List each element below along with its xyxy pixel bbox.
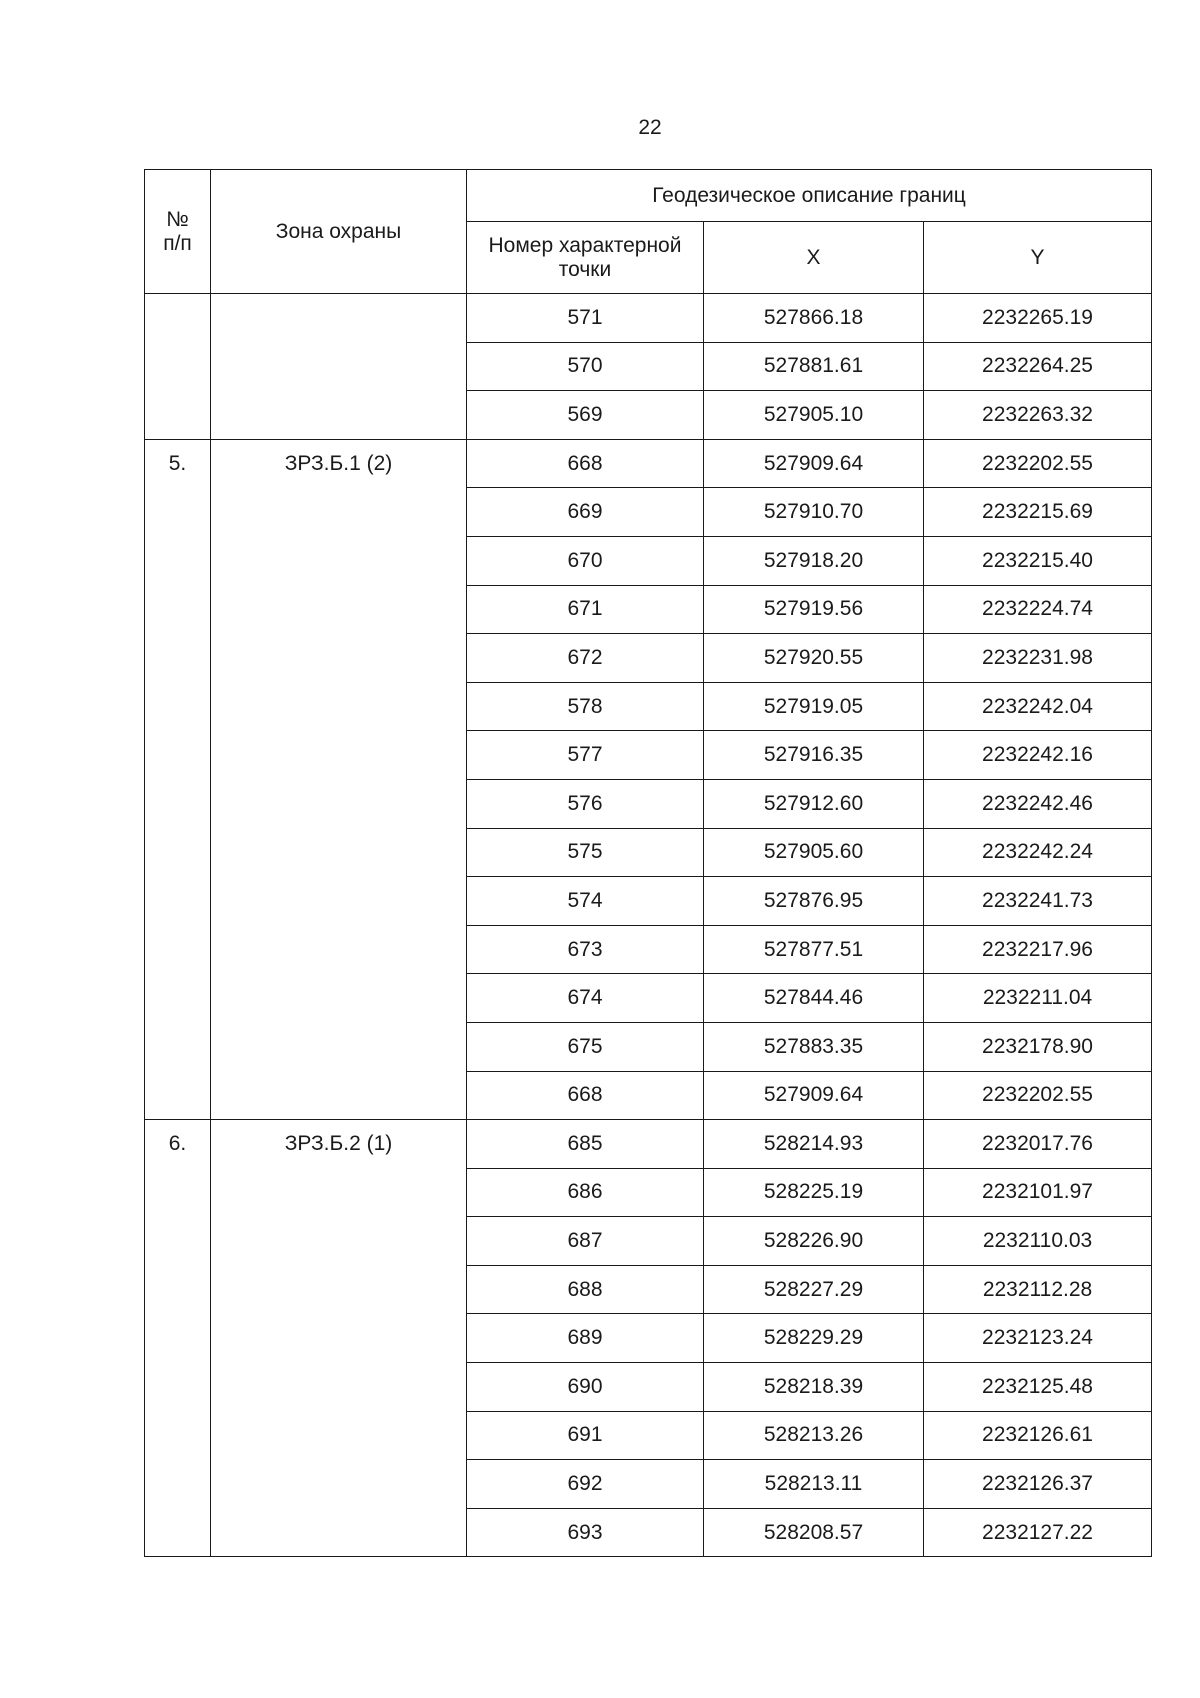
cell-x: 527910.70 (704, 488, 924, 537)
cell-x: 527877.51 (704, 925, 924, 974)
cell-x: 527876.95 (704, 877, 924, 926)
cell-x: 527844.46 (704, 974, 924, 1023)
table-row (145, 439, 1152, 488)
cell-x: 528226.90 (704, 1217, 924, 1266)
cell-point-number: 569 (467, 391, 704, 440)
row-group-zone: ЗРЗ.Б.2 (1) (211, 1120, 467, 1557)
cell-x: 528218.39 (704, 1363, 924, 1412)
cell-x: 528213.26 (704, 1411, 924, 1460)
cell-point-number: 576 (467, 779, 704, 828)
cell-y: 2232017.76 (924, 1120, 1152, 1169)
table-row (145, 294, 1152, 343)
cell-y: 2232126.37 (924, 1460, 1152, 1509)
cell-y: 2232112.28 (924, 1265, 1152, 1314)
table-row (145, 1120, 1152, 1169)
cell-x: 528208.57 (704, 1508, 924, 1557)
cell-point-number: 577 (467, 731, 704, 780)
cell-point-number: 688 (467, 1265, 704, 1314)
row-group-number: 6. (145, 1120, 211, 1557)
cell-y: 2232242.46 (924, 779, 1152, 828)
cell-point-number: 690 (467, 1363, 704, 1412)
cell-y: 2232242.04 (924, 682, 1152, 731)
cell-point-number: 687 (467, 1217, 704, 1266)
cell-point-number: 669 (467, 488, 704, 537)
cell-point-number: 685 (467, 1120, 704, 1169)
cell-x: 527883.35 (704, 1022, 924, 1071)
cell-x: 527916.35 (704, 731, 924, 780)
cell-point-number: 578 (467, 682, 704, 731)
cell-x: 528225.19 (704, 1168, 924, 1217)
cell-point-number: 674 (467, 974, 704, 1023)
cell-point-number: 668 (467, 1071, 704, 1120)
cell-x: 527866.18 (704, 294, 924, 343)
cell-point-number: 575 (467, 828, 704, 877)
cell-y: 2232231.98 (924, 634, 1152, 683)
cell-y: 2232263.32 (924, 391, 1152, 440)
cell-point-number: 668 (467, 439, 704, 488)
table-header (145, 170, 1152, 294)
cell-x: 527920.55 (704, 634, 924, 683)
cell-y: 2232123.24 (924, 1314, 1152, 1363)
table-body (145, 294, 1152, 1557)
cell-x: 528213.11 (704, 1460, 924, 1509)
cell-y: 2232224.74 (924, 585, 1152, 634)
header-num: № п/п (145, 170, 211, 294)
cell-point-number: 672 (467, 634, 704, 683)
cell-point-number: 675 (467, 1022, 704, 1071)
cell-y: 2232202.55 (924, 1071, 1152, 1120)
cell-y: 2232125.48 (924, 1363, 1152, 1412)
cell-point-number: 691 (467, 1411, 704, 1460)
cell-y: 2232126.61 (924, 1411, 1152, 1460)
header-y: Y (924, 222, 1152, 294)
cell-point-number: 671 (467, 585, 704, 634)
cell-y: 2232242.24 (924, 828, 1152, 877)
cell-y: 2232215.40 (924, 536, 1152, 585)
header-x: X (704, 222, 924, 294)
cell-point-number: 574 (467, 877, 704, 926)
cell-point-number: 692 (467, 1460, 704, 1509)
cell-y: 2232202.55 (924, 439, 1152, 488)
cell-point-number: 673 (467, 925, 704, 974)
cell-point-number: 570 (467, 342, 704, 391)
boundary-coordinates-table (144, 169, 1152, 1557)
cell-y: 2232178.90 (924, 1022, 1152, 1071)
cell-x: 527905.10 (704, 391, 924, 440)
cell-point-number: 689 (467, 1314, 704, 1363)
cell-y: 2232242.16 (924, 731, 1152, 780)
cell-x: 527905.60 (704, 828, 924, 877)
cell-x: 528229.29 (704, 1314, 924, 1363)
cell-x: 527881.61 (704, 342, 924, 391)
row-group-number (145, 294, 211, 440)
cell-y: 2232211.04 (924, 974, 1152, 1023)
cell-x: 528227.29 (704, 1265, 924, 1314)
cell-x: 527919.05 (704, 682, 924, 731)
cell-point-number: 670 (467, 536, 704, 585)
header-zone: Зона охраны (211, 170, 467, 294)
cell-point-number: 571 (467, 294, 704, 343)
cell-x: 527918.20 (704, 536, 924, 585)
cell-y: 2232127.22 (924, 1508, 1152, 1557)
cell-point-number: 693 (467, 1508, 704, 1557)
cell-x: 527909.64 (704, 439, 924, 488)
row-group-zone: ЗРЗ.Б.1 (2) (211, 439, 467, 1119)
cell-y: 2232265.19 (924, 294, 1152, 343)
cell-x: 527919.56 (704, 585, 924, 634)
cell-y: 2232101.97 (924, 1168, 1152, 1217)
cell-x: 528214.93 (704, 1120, 924, 1169)
row-group-zone (211, 294, 467, 440)
cell-x: 527909.64 (704, 1071, 924, 1120)
cell-y: 2232264.25 (924, 342, 1152, 391)
header-point-number: Номер характерной точки (467, 222, 704, 294)
cell-y: 2232241.73 (924, 877, 1152, 926)
row-group-number: 5. (145, 439, 211, 1119)
cell-y: 2232110.03 (924, 1217, 1152, 1266)
cell-point-number: 686 (467, 1168, 704, 1217)
header-geodetic-description: Геодезическое описание границ (467, 170, 1152, 222)
page-number: 22 (638, 116, 662, 139)
cell-y: 2232215.69 (924, 488, 1152, 537)
cell-y: 2232217.96 (924, 925, 1152, 974)
cell-x: 527912.60 (704, 779, 924, 828)
